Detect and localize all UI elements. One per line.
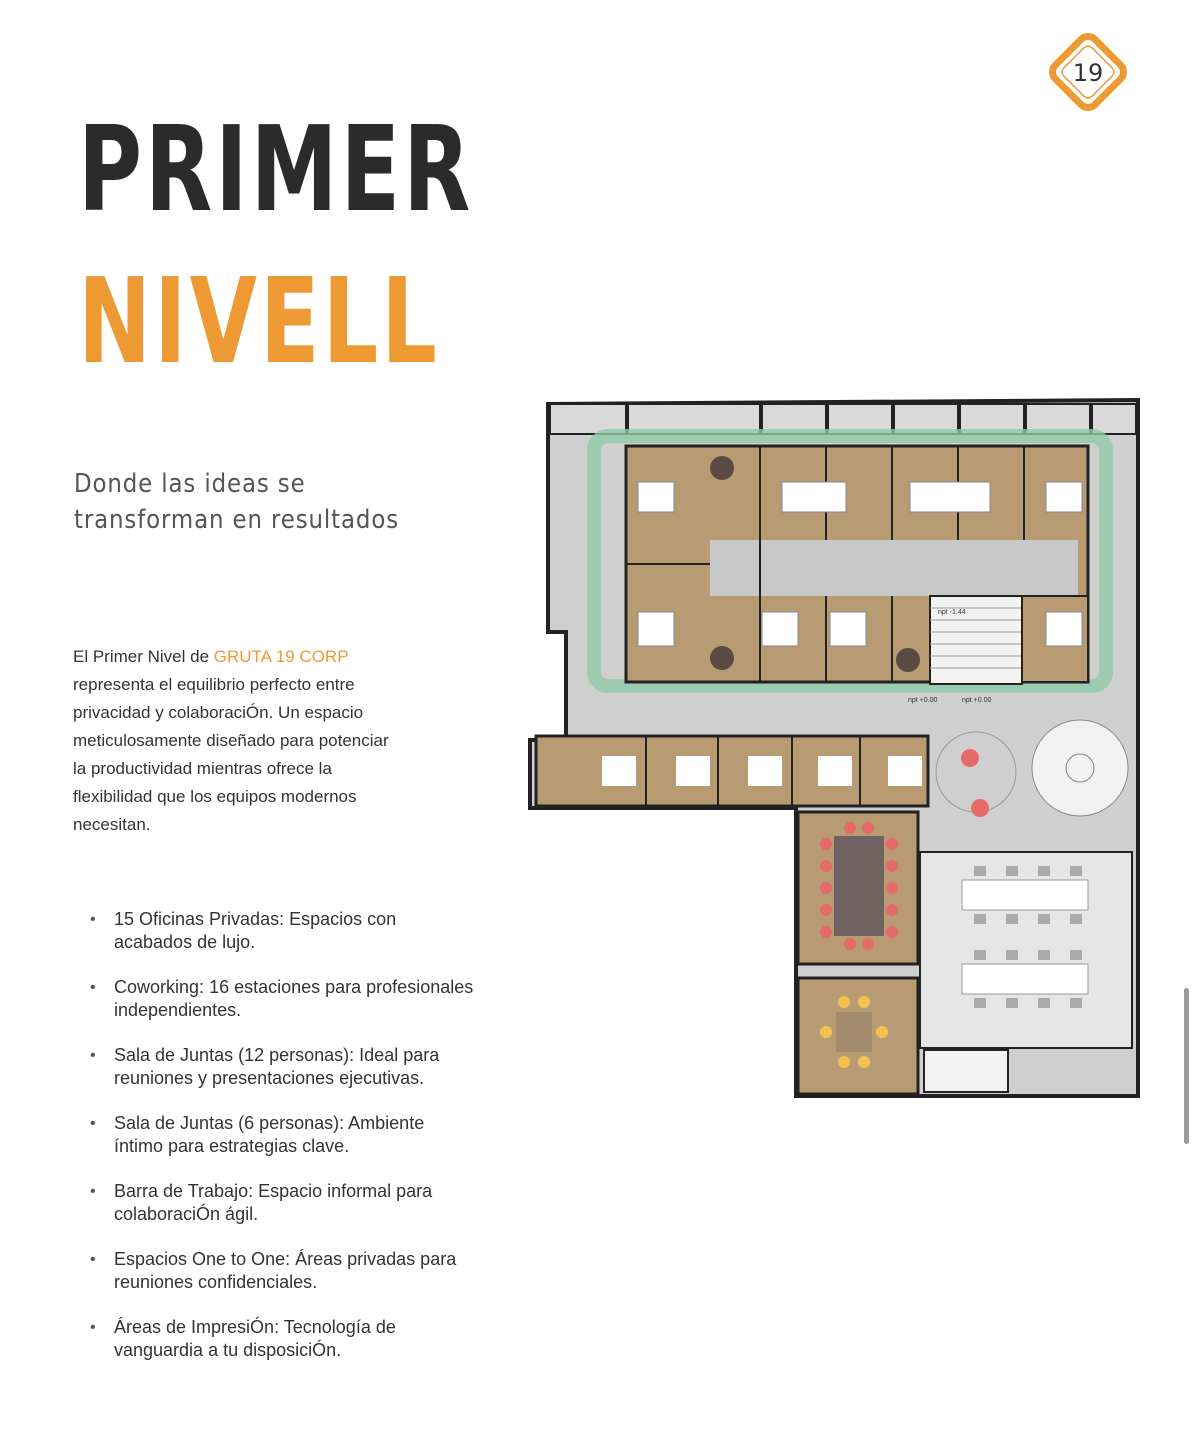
intro-after: representa el equilibrio perfecto entre privacidad y colaboraciÓn. Un espacio meticulosamente diseñado para potenciar la productividad mientras ofrece la flexibilidad que los equipos modernos necesitan. (73, 675, 389, 834)
gruta-19-logo (1044, 28, 1132, 116)
corridor (710, 540, 1078, 596)
feature-desc: 16 estaciones para profesionales independientes. (114, 977, 474, 1020)
feature-item: • Sala de Juntas (6 personas): Ambiente íntimo para estrategias clave. (88, 1112, 478, 1158)
lower-stairs (924, 1050, 1008, 1092)
feature-term: Sala de Juntas (12 personas) (114, 1045, 350, 1065)
intro-brand: GRUTA 19 CORP (213, 647, 349, 666)
feature-desc: Áreas privadas para reuniones confidenciales. (114, 1249, 457, 1292)
feature-item: • 15 Oficinas Privadas: Espacios con acabados de lujo. (88, 908, 478, 954)
feature-term: Espacios One to One (114, 1249, 286, 1269)
page-title-line2: NIVELL (78, 252, 440, 390)
feature-item: • Barra de Trabajo: Espacio informal para colaboraciÓn ágil. (88, 1180, 478, 1226)
feature-term: Barra de Trabajo (114, 1181, 249, 1201)
boardroom-table (834, 836, 884, 936)
features-list (88, 908, 478, 1384)
feature-item: • Espacios One to One: Áreas privadas para reuniones confidenciales. (88, 1248, 478, 1294)
feature-item: • Coworking: 16 estaciones para profesionales independientes. (88, 976, 478, 1022)
logo-text: 19 (1072, 59, 1104, 87)
feature-term: Coworking (114, 977, 200, 997)
feature-desc: Ideal para reuniones y presentaciones ejecutivas. (114, 1045, 440, 1088)
level-label: npt +0.00 (962, 697, 992, 704)
feature-term: 15 Oficinas Privadas (114, 909, 280, 929)
feature-term: Sala de Juntas (6 personas) (114, 1113, 340, 1133)
feature-desc: Tecnología de vanguardia a tu disposiciÓn. (114, 1317, 396, 1360)
feature-item: • Áreas de ImpresiÓn: Tecnología de vanguardia a tu disposiciÓn. (88, 1316, 478, 1362)
feature-term: Áreas de ImpresiÓn (114, 1317, 275, 1337)
feature-desc: Espacios con acabados de lujo. (114, 909, 397, 952)
office-row (536, 736, 928, 806)
level-label: npt -1.44 (938, 609, 966, 616)
level-label: npt +0.00 (908, 697, 938, 704)
feature-item: • Sala de Juntas (12 personas): Ideal para reuniones y presentaciones ejecutivas. (88, 1044, 478, 1090)
feature-desc: Ambiente íntimo para estrategias clave. (114, 1113, 425, 1156)
feature-desc: Espacio informal para colaboraciÓn ágil. (114, 1181, 433, 1224)
spiral-stair (1032, 720, 1128, 816)
small-table (836, 1012, 872, 1052)
page-title-line1: PRIMER (78, 100, 474, 238)
tagline: Donde las ideas se transforman en resultados (74, 469, 400, 535)
scrollbar[interactable] (1184, 988, 1189, 1144)
intro-paragraph (73, 643, 403, 839)
intro-before: El Primer Nivel de (73, 647, 214, 666)
floor-plan (490, 396, 1140, 1102)
